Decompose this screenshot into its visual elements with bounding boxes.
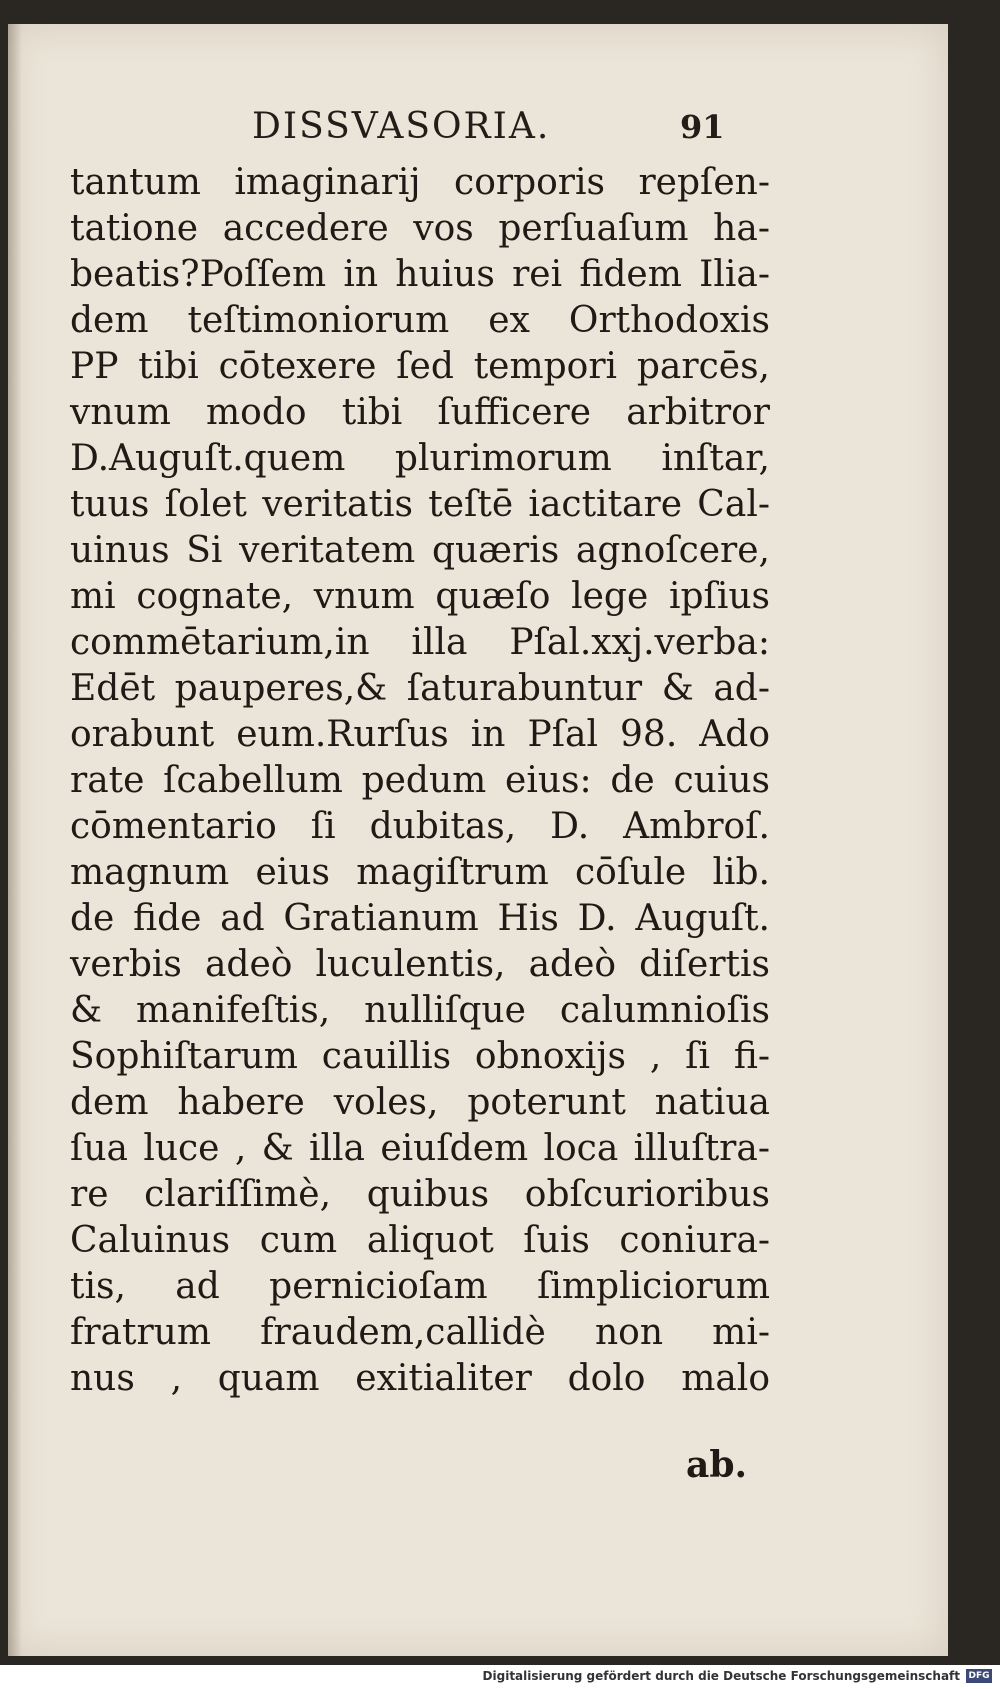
text-line: dem teſtimoniorum ex Orthodoxis xyxy=(70,300,770,341)
text-line: Caluinus cum aliquot ſuis coniura- xyxy=(70,1220,770,1261)
text-line: re clariſſimè, quibus obſcurioribus xyxy=(70,1174,770,1215)
text-line: cōmentario ſi dubitas, D. Ambroſ. xyxy=(70,806,770,847)
text-line: orabunt eum.Rurſus in Pſal 98. Ado xyxy=(70,714,770,755)
text-line: commētarium,in illa Pſal.xxj.verba: xyxy=(70,622,770,663)
text-line: D.Auguſt.quem plurimorum inſtar, xyxy=(70,438,770,479)
catchword: ab. xyxy=(686,1444,748,1486)
running-head: DISSVASORIA. xyxy=(252,106,551,147)
text-line: PP tibi cōtexere ſed tempori parcēs, xyxy=(70,346,770,387)
text-line: mi cognate, vnum quæſo lege ipſius xyxy=(70,576,770,617)
text-line: nus , quam exitialiter dolo malo xyxy=(70,1358,770,1399)
text-line: vnum modo tibi ſufficere arbitror xyxy=(70,392,770,433)
text-line: beatis?Poſſem in huius rei fidem Ilia- xyxy=(70,254,770,295)
digitization-footer xyxy=(0,1665,1000,1689)
text-line: fratrum fraudem,callidè non mi- xyxy=(70,1312,770,1353)
text-line: de fide ad Gratianum His D. Auguſt. xyxy=(70,898,770,939)
text-line: verbis adeò luculentis, adeò diſertis xyxy=(70,944,770,985)
page-header xyxy=(8,106,948,156)
funding-credit: Digitalisierung gefördert durch die Deutsche Forschungsgemeinschaft xyxy=(482,1669,960,1683)
text-line: magnum eius magiſtrum cōſule lib. xyxy=(70,852,770,893)
text-line: Edēt pauperes,& ſaturabuntur & ad- xyxy=(70,668,770,709)
text-line: Sophiſtarum cauillis obnoxijs , ſi fi- xyxy=(70,1036,770,1077)
text-line: tis, ad pernicioſam ſimpliciorum xyxy=(70,1266,770,1307)
dfg-logo-icon: DFG xyxy=(966,1669,992,1683)
body-text xyxy=(70,160,770,1402)
text-line: tatione accedere vos perſuaſum ha- xyxy=(70,208,770,249)
page-number: 91 xyxy=(680,108,725,146)
text-line: tuus ſolet veritatis teſtē iactitare Cal- xyxy=(70,484,770,525)
text-line: & manifeſtis, nulliſque calumnioſis xyxy=(70,990,770,1031)
gutter-shadow xyxy=(8,24,22,1656)
text-line: ſua luce , & illa eiuſdem loca illuſtra- xyxy=(70,1128,770,1169)
text-line: uinus Si veritatem quæris agnoſcere, xyxy=(70,530,770,571)
text-line: dem habere voles, poterunt natiua xyxy=(70,1082,770,1123)
text-line: tantum imaginarij corporis repſen- xyxy=(70,162,770,203)
book-page xyxy=(8,24,948,1656)
text-line: rate ſcabellum pedum eius: de cuius xyxy=(70,760,770,801)
